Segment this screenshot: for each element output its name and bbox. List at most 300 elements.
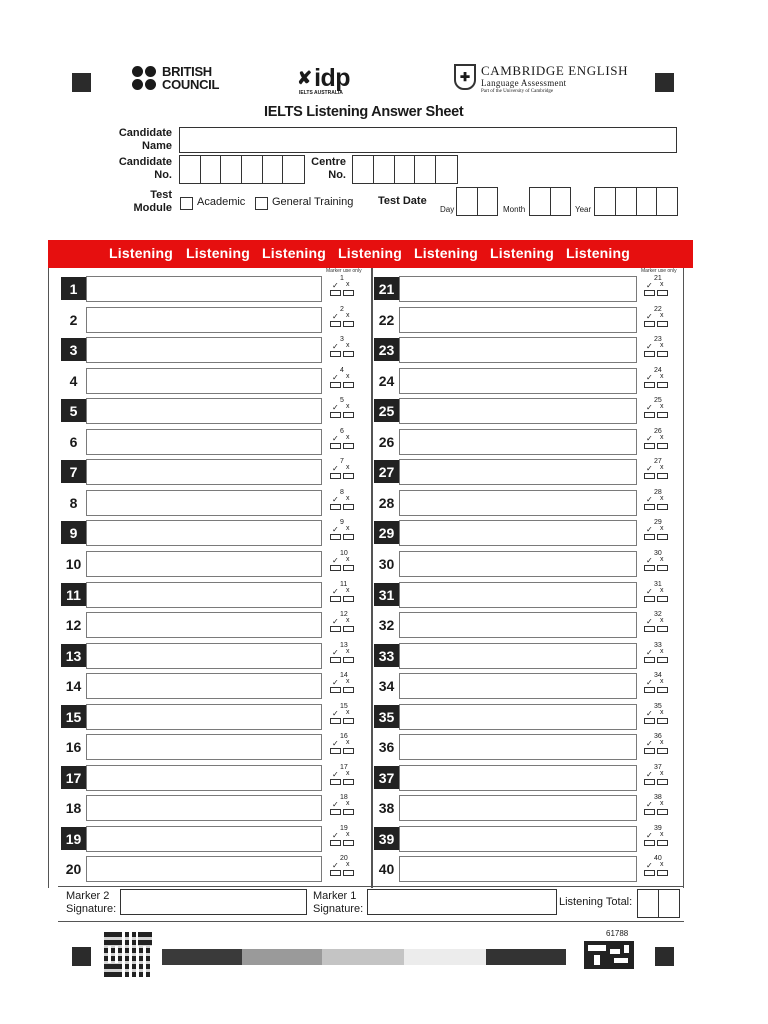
academic-checkbox[interactable]	[180, 197, 193, 210]
marker-box[interactable]	[644, 550, 672, 576]
answer-field[interactable]	[399, 307, 637, 333]
tick-icon: ✓	[646, 587, 653, 596]
marker-number: 25	[654, 397, 662, 404]
tick-icon: ✓	[332, 800, 339, 809]
correct-box[interactable]	[330, 382, 341, 388]
answer-field[interactable]	[86, 673, 322, 699]
question-number: 9	[61, 521, 86, 544]
correct-box[interactable]	[644, 748, 655, 754]
incorrect-box[interactable]	[343, 718, 354, 724]
marker-box[interactable]	[644, 428, 672, 454]
tick-icon: ✓	[332, 556, 339, 565]
cross-icon: x	[346, 739, 350, 746]
correct-box[interactable]	[644, 718, 655, 724]
correct-box[interactable]	[330, 870, 341, 876]
incorrect-box[interactable]	[657, 443, 668, 449]
cross-icon: x	[660, 587, 664, 594]
incorrect-box[interactable]	[657, 779, 668, 785]
marker-box[interactable]	[330, 519, 358, 545]
incorrect-box[interactable]	[343, 534, 354, 540]
question-number: 25	[374, 399, 399, 422]
cross-icon: x	[660, 312, 664, 319]
incorrect-box[interactable]	[343, 382, 354, 388]
cambridge-subtitle: Language Assessment	[481, 78, 567, 88]
marker-number: 8	[340, 489, 344, 496]
answer-field[interactable]	[86, 459, 322, 485]
correct-box[interactable]	[330, 687, 341, 693]
answer-field[interactable]	[399, 337, 637, 363]
marker-box[interactable]	[644, 367, 672, 393]
answer-field[interactable]	[399, 826, 637, 852]
correct-box[interactable]	[330, 718, 341, 724]
answer-field[interactable]	[86, 643, 322, 669]
marker-number: 18	[340, 794, 348, 801]
correct-box[interactable]	[330, 809, 341, 815]
marker-number: 11	[340, 581, 348, 588]
answer-field[interactable]	[86, 520, 322, 546]
question-number: 28	[378, 494, 395, 511]
question-number: 34	[378, 677, 395, 694]
day-field[interactable]	[456, 187, 498, 216]
incorrect-box[interactable]	[343, 412, 354, 418]
correct-box[interactable]	[330, 596, 341, 602]
marker-box[interactable]	[330, 825, 358, 851]
incorrect-box[interactable]	[657, 412, 668, 418]
correct-box[interactable]	[330, 412, 341, 418]
correct-box[interactable]	[644, 534, 655, 540]
cross-icon: x	[660, 617, 664, 624]
question-number: 38	[378, 799, 395, 816]
marker-box[interactable]	[644, 825, 672, 851]
marker-number: 21	[654, 275, 662, 282]
british-council-dots-icon	[132, 66, 156, 90]
cross-icon: x	[346, 587, 350, 594]
cross-icon: x	[346, 495, 350, 502]
answer-field[interactable]	[86, 551, 322, 577]
correct-box[interactable]	[330, 504, 341, 510]
centre-no-label: Centre No.	[311, 156, 346, 181]
incorrect-box[interactable]	[343, 779, 354, 785]
incorrect-box[interactable]	[343, 840, 354, 846]
incorrect-box[interactable]	[657, 809, 668, 815]
marker-number: 19	[340, 825, 348, 832]
answer-field[interactable]	[86, 612, 322, 638]
cross-icon: x	[346, 342, 350, 349]
answer-field[interactable]	[86, 276, 322, 302]
incorrect-box[interactable]	[657, 718, 668, 724]
shade-bar-3	[322, 949, 404, 965]
answer-field[interactable]	[399, 704, 637, 730]
tick-icon: ✓	[646, 312, 653, 321]
answer-field[interactable]	[399, 490, 637, 516]
correct-box[interactable]	[330, 351, 341, 357]
cross-icon: x	[660, 464, 664, 471]
test-module-label: Test Module	[133, 189, 172, 214]
cross-icon: x	[346, 648, 350, 655]
correct-box[interactable]	[330, 748, 341, 754]
correct-box[interactable]	[330, 534, 341, 540]
incorrect-box[interactable]	[657, 351, 668, 357]
marker-box[interactable]	[330, 275, 358, 301]
answer-field[interactable]	[86, 795, 322, 821]
answer-field[interactable]	[86, 490, 322, 516]
answer-field[interactable]	[399, 612, 637, 638]
candidate-no-field[interactable]	[179, 155, 305, 184]
candidate-name-field[interactable]	[179, 127, 677, 153]
incorrect-box[interactable]	[657, 687, 668, 693]
question-number: 35	[374, 705, 399, 728]
tick-icon: ✓	[646, 678, 653, 687]
answer-field[interactable]	[399, 276, 637, 302]
cross-icon: x	[346, 525, 350, 532]
marker-number: 33	[654, 642, 662, 649]
answer-field[interactable]	[399, 673, 637, 699]
correct-box[interactable]	[644, 840, 655, 846]
cross-icon: x	[660, 739, 664, 746]
marker-number: 36	[654, 733, 662, 740]
marker-number: 5	[340, 397, 344, 404]
marker-number: 37	[654, 764, 662, 771]
cross-icon: x	[346, 678, 350, 685]
correct-box[interactable]	[330, 290, 341, 296]
grid-right-border	[683, 268, 684, 888]
tick-icon: ✓	[332, 464, 339, 473]
band-label: Listening	[566, 245, 631, 261]
marker-box[interactable]	[330, 336, 358, 362]
correct-box[interactable]	[644, 382, 655, 388]
marker-box[interactable]	[644, 794, 672, 820]
incorrect-box[interactable]	[343, 504, 354, 510]
incorrect-box[interactable]	[657, 840, 668, 846]
registration-mark-top-right	[655, 73, 674, 92]
marker-number: 35	[654, 703, 662, 710]
question-number: 6	[69, 433, 78, 450]
marker-number: 20	[340, 855, 348, 862]
correct-box[interactable]	[330, 626, 341, 632]
cross-icon: x	[660, 495, 664, 502]
answer-field[interactable]	[399, 643, 637, 669]
question-number: 27	[374, 460, 399, 483]
answer-field[interactable]	[86, 826, 322, 852]
marker-box[interactable]	[644, 336, 672, 362]
cross-icon: x	[660, 770, 664, 777]
question-number: 4	[69, 372, 78, 389]
correct-box[interactable]	[644, 443, 655, 449]
cross-icon: x	[660, 709, 664, 716]
marker-box[interactable]	[644, 672, 672, 698]
tick-icon: ✓	[646, 831, 653, 840]
answer-field[interactable]	[86, 337, 322, 363]
test-date-label: Test Date	[378, 195, 427, 207]
incorrect-box[interactable]	[657, 748, 668, 754]
incorrect-box[interactable]	[343, 321, 354, 327]
question-number: 22	[378, 311, 395, 328]
tick-icon: ✓	[646, 373, 653, 382]
answer-field[interactable]	[399, 398, 637, 424]
marker-box[interactable]	[644, 764, 672, 790]
tick-icon: ✓	[332, 678, 339, 687]
idp-sub: IELTS AUSTRALIA	[299, 90, 343, 96]
tick-icon: ✓	[646, 739, 653, 748]
marker-box[interactable]	[330, 642, 358, 668]
question-number: 30	[378, 555, 395, 572]
barcode-icon	[584, 941, 634, 969]
marker-number: 32	[654, 611, 662, 618]
incorrect-box[interactable]	[343, 809, 354, 815]
marker-box[interactable]	[330, 306, 358, 332]
grid-center-divider	[371, 268, 373, 888]
grid-left-border	[48, 268, 49, 888]
tick-icon: ✓	[332, 587, 339, 596]
marker-box[interactable]	[330, 855, 358, 881]
marker-number: 31	[654, 581, 662, 588]
incorrect-box[interactable]	[657, 504, 668, 510]
incorrect-box[interactable]	[657, 657, 668, 663]
question-number: 11	[61, 583, 86, 606]
incorrect-box[interactable]	[657, 534, 668, 540]
question-number: 1	[61, 277, 86, 300]
listening-total-field[interactable]	[637, 889, 680, 918]
answer-field[interactable]	[399, 551, 637, 577]
band-label: Listening	[490, 245, 555, 261]
correct-box[interactable]	[644, 351, 655, 357]
question-number: 26	[378, 433, 395, 450]
correct-box[interactable]	[644, 321, 655, 327]
answer-field[interactable]	[86, 765, 322, 791]
question-number: 10	[65, 555, 82, 572]
incorrect-box[interactable]	[657, 321, 668, 327]
correct-box[interactable]	[330, 321, 341, 327]
marker-box[interactable]	[330, 428, 358, 454]
tick-icon: ✓	[646, 342, 653, 351]
correct-box[interactable]	[330, 657, 341, 663]
correct-box[interactable]	[644, 626, 655, 632]
correct-box[interactable]	[644, 504, 655, 510]
marker-box[interactable]	[330, 672, 358, 698]
tick-icon: ✓	[646, 617, 653, 626]
correct-box[interactable]	[644, 565, 655, 571]
marker-box[interactable]	[330, 794, 358, 820]
incorrect-box[interactable]	[343, 748, 354, 754]
centre-no-field[interactable]	[352, 155, 458, 184]
question-number: 39	[374, 827, 399, 850]
correct-box[interactable]	[644, 687, 655, 693]
band-label: Listening	[262, 245, 327, 261]
answer-field[interactable]	[399, 765, 637, 791]
marker-use-only-left: Marker use only	[326, 268, 362, 274]
marker-box[interactable]	[644, 855, 672, 881]
marker-number: 6	[340, 428, 344, 435]
tick-icon: ✓	[646, 709, 653, 718]
answer-field[interactable]	[399, 520, 637, 546]
correct-box[interactable]	[330, 473, 341, 479]
incorrect-box[interactable]	[343, 596, 354, 602]
incorrect-box[interactable]	[343, 626, 354, 632]
incorrect-box[interactable]	[657, 473, 668, 479]
correct-box[interactable]	[330, 565, 341, 571]
correct-box[interactable]	[330, 840, 341, 846]
incorrect-box[interactable]	[657, 626, 668, 632]
incorrect-box[interactable]	[343, 443, 354, 449]
month-field[interactable]	[529, 187, 571, 216]
correct-box[interactable]	[330, 443, 341, 449]
question-number: 16	[65, 738, 82, 755]
correct-box[interactable]	[644, 290, 655, 296]
answer-field[interactable]	[399, 459, 637, 485]
answer-field[interactable]	[399, 368, 637, 394]
footer-bottom-line	[58, 921, 684, 922]
answer-field[interactable]	[86, 398, 322, 424]
cross-icon: x	[346, 403, 350, 410]
band-label: Listening	[414, 245, 479, 261]
marker-box[interactable]	[644, 733, 672, 759]
shade-bar-5	[486, 949, 566, 965]
british-council-logo	[132, 65, 219, 91]
band-label: Listening	[186, 245, 251, 261]
answer-field[interactable]	[86, 368, 322, 394]
answer-field[interactable]	[86, 429, 322, 455]
incorrect-box[interactable]	[343, 351, 354, 357]
answer-field[interactable]	[86, 734, 322, 760]
marker-number: 40	[654, 855, 662, 862]
incorrect-box[interactable]	[343, 290, 354, 296]
general-training-checkbox[interactable]	[255, 197, 268, 210]
serial-number: 61788	[606, 929, 629, 938]
marker-number: 15	[340, 703, 348, 710]
cross-icon: x	[660, 373, 664, 380]
incorrect-box[interactable]	[657, 565, 668, 571]
correct-box[interactable]	[644, 870, 655, 876]
incorrect-box[interactable]	[343, 565, 354, 571]
marker-number: 1	[340, 275, 344, 282]
incorrect-box[interactable]	[657, 596, 668, 602]
marker-box[interactable]	[644, 642, 672, 668]
marker-box[interactable]	[330, 733, 358, 759]
marker-box[interactable]	[330, 489, 358, 515]
answer-field[interactable]	[399, 856, 637, 882]
listening-total-label: Listening Total:	[559, 896, 633, 908]
correct-box[interactable]	[644, 657, 655, 663]
answer-field[interactable]	[86, 307, 322, 333]
registration-mark-bottom-left	[72, 947, 91, 966]
incorrect-box[interactable]	[343, 473, 354, 479]
marker-box[interactable]	[644, 703, 672, 729]
idp-name: idp	[314, 64, 351, 92]
marker-box[interactable]	[644, 275, 672, 301]
cross-icon: x	[346, 281, 350, 288]
tick-icon: ✓	[332, 373, 339, 382]
incorrect-box[interactable]	[657, 870, 668, 876]
cross-icon: x	[346, 312, 350, 319]
cross-icon: x	[346, 770, 350, 777]
tick-icon: ✓	[332, 739, 339, 748]
cross-icon: x	[346, 556, 350, 563]
marker1-label: Marker 1 Signature:	[313, 890, 364, 915]
answer-field[interactable]	[399, 795, 637, 821]
marker-box[interactable]	[330, 764, 358, 790]
question-number: 12	[65, 616, 82, 633]
cross-icon: x	[346, 831, 350, 838]
correct-box[interactable]	[644, 596, 655, 602]
answer-field[interactable]	[399, 734, 637, 760]
incorrect-box[interactable]	[343, 687, 354, 693]
marker-box[interactable]	[644, 306, 672, 332]
correct-box[interactable]	[644, 809, 655, 815]
marker-box[interactable]	[644, 581, 672, 607]
marker-box[interactable]	[644, 611, 672, 637]
marker-box[interactable]	[330, 458, 358, 484]
marker-number: 24	[654, 367, 662, 374]
marker2-signature-field[interactable]	[120, 889, 307, 915]
year-field[interactable]	[594, 187, 678, 216]
marker-number: 26	[654, 428, 662, 435]
answer-field[interactable]	[86, 704, 322, 730]
tick-icon: ✓	[332, 709, 339, 718]
marker-number: 39	[654, 825, 662, 832]
marker-number: 4	[340, 367, 344, 374]
tick-icon: ✓	[646, 495, 653, 504]
incorrect-box[interactable]	[343, 870, 354, 876]
marker-box[interactable]	[330, 611, 358, 637]
marker2-label: Marker 2 Signature:	[66, 890, 117, 915]
year-label: Year	[575, 205, 592, 214]
tick-icon: ✓	[332, 281, 339, 290]
question-number: 2	[69, 311, 78, 328]
answer-field[interactable]	[86, 856, 322, 882]
marker-box[interactable]	[330, 397, 358, 423]
marker1-signature-field[interactable]	[367, 889, 557, 915]
cross-icon: x	[660, 556, 664, 563]
british-council-line2: COUNCIL	[162, 77, 220, 92]
question-number: 40	[378, 860, 395, 877]
incorrect-box[interactable]	[343, 657, 354, 663]
academic-label: Academic	[197, 196, 246, 208]
correct-box[interactable]	[644, 779, 655, 785]
shade-bar-1	[162, 949, 242, 965]
marker-number: 2	[340, 306, 344, 313]
marker-box[interactable]	[644, 458, 672, 484]
marker-box[interactable]	[330, 581, 358, 607]
marker-box[interactable]	[644, 489, 672, 515]
correct-box[interactable]	[644, 473, 655, 479]
question-number: 3	[61, 338, 86, 361]
incorrect-box[interactable]	[657, 290, 668, 296]
marker-box[interactable]	[644, 519, 672, 545]
cross-icon: x	[660, 861, 664, 868]
answer-field[interactable]	[399, 429, 637, 455]
cross-icon: x	[660, 403, 664, 410]
marker-number: 23	[654, 336, 662, 343]
marker-box[interactable]	[330, 550, 358, 576]
answer-field[interactable]	[86, 582, 322, 608]
marker-box[interactable]	[330, 367, 358, 393]
marker-box[interactable]	[644, 397, 672, 423]
correct-box[interactable]	[330, 779, 341, 785]
tick-icon: ✓	[646, 648, 653, 657]
tick-icon: ✓	[646, 861, 653, 870]
cross-icon: x	[346, 464, 350, 471]
marker-box[interactable]	[330, 703, 358, 729]
cambridge-shield-icon: ✚	[454, 64, 476, 90]
incorrect-box[interactable]	[657, 382, 668, 388]
tick-icon: ✓	[646, 525, 653, 534]
question-number: 8	[69, 494, 78, 511]
answer-field[interactable]	[399, 582, 637, 608]
cross-icon: x	[660, 525, 664, 532]
correct-box[interactable]	[644, 412, 655, 418]
tick-icon: ✓	[646, 403, 653, 412]
tick-icon: ✓	[332, 312, 339, 321]
